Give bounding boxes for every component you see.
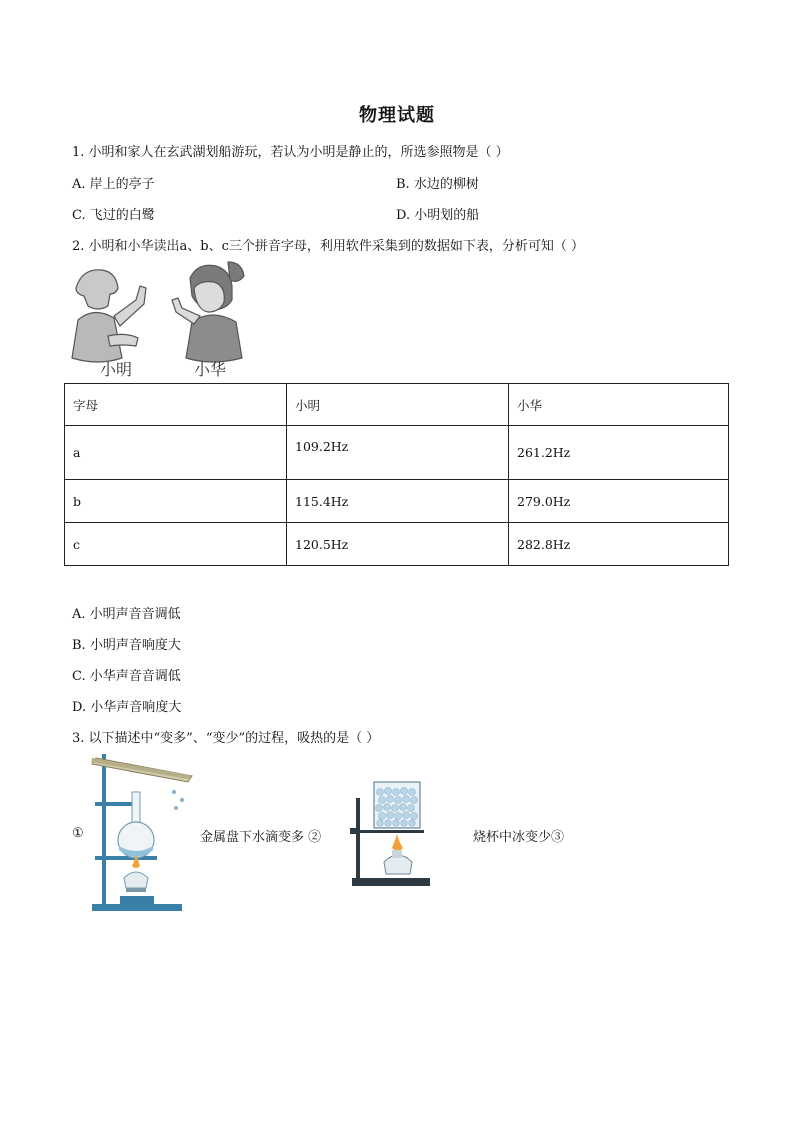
question-1-stem: 1. 小明和家人在玄武湖划船游玩，若认为小明是静止的，所选参照物是（ ） — [72, 145, 509, 160]
q1-option-c: C. 飞过的白鹭 — [72, 208, 155, 223]
apparatus-1-illustration — [90, 752, 196, 914]
question-2-stem: 2. 小明和小华读出a、b、c三个拼音字母，利用软件采集到的数据如下表，分析可知（ ） — [72, 239, 585, 254]
table-header-cell: 字母 — [65, 384, 287, 426]
q1-option-b: B. 水边的柳树 — [396, 177, 479, 192]
table-header-cell: 小明 — [287, 384, 509, 426]
table-header-row — [65, 384, 729, 426]
q2-option-d: D. 小华声音响度大 — [72, 700, 182, 715]
q2-option-b: B. 小明声音响度大 — [72, 638, 181, 653]
frequency-table — [64, 383, 729, 566]
ice-cubes — [376, 788, 418, 827]
table-row — [65, 480, 729, 523]
table-cell-value: 109.2Hz — [295, 439, 349, 454]
table-cell: c — [65, 523, 287, 566]
girl-figure — [172, 262, 244, 362]
flask-stand-figure — [90, 752, 196, 914]
q1-option-a: A. 岸上的亭子 — [72, 177, 155, 192]
table-header-cell: 小华 — [509, 384, 729, 426]
table-cell: 282.8Hz — [509, 523, 729, 566]
question-3-stem: 3. 以下描述中“变多”、“变少”的过程，吸热的是（ ） — [72, 731, 380, 746]
table-cell: 115.4Hz — [287, 480, 509, 523]
figure-label-xiaoming: 小明 — [100, 360, 133, 379]
table-cell — [287, 426, 509, 480]
figure-label-xiaohua: 小华 — [194, 360, 227, 379]
beaker-stand-figure — [348, 778, 432, 890]
table-cell: a — [65, 426, 287, 480]
table-cell: 120.5Hz — [287, 523, 509, 566]
q2-option-a: A. 小明声音音调低 — [72, 607, 181, 622]
apparatus-1-caption: 金属盘下水滴变多 ② — [200, 830, 322, 845]
q2-option-c: C. 小华声音音调低 — [72, 669, 181, 684]
table-row — [65, 426, 729, 480]
table-row — [65, 523, 729, 566]
boy-figure — [72, 270, 146, 362]
apparatus-2-illustration — [348, 778, 432, 890]
q1-option-d: D. 小明划的船 — [396, 208, 480, 223]
figure-marker-1: ① — [72, 826, 84, 841]
apparatus-2-caption: 烧杯中冰变少③ — [473, 830, 565, 845]
table-cell: 279.0Hz — [509, 480, 729, 523]
table-cell: 261.2Hz — [509, 426, 729, 480]
table-cell: b — [65, 480, 287, 523]
page-title: 物理试题 — [359, 105, 435, 126]
